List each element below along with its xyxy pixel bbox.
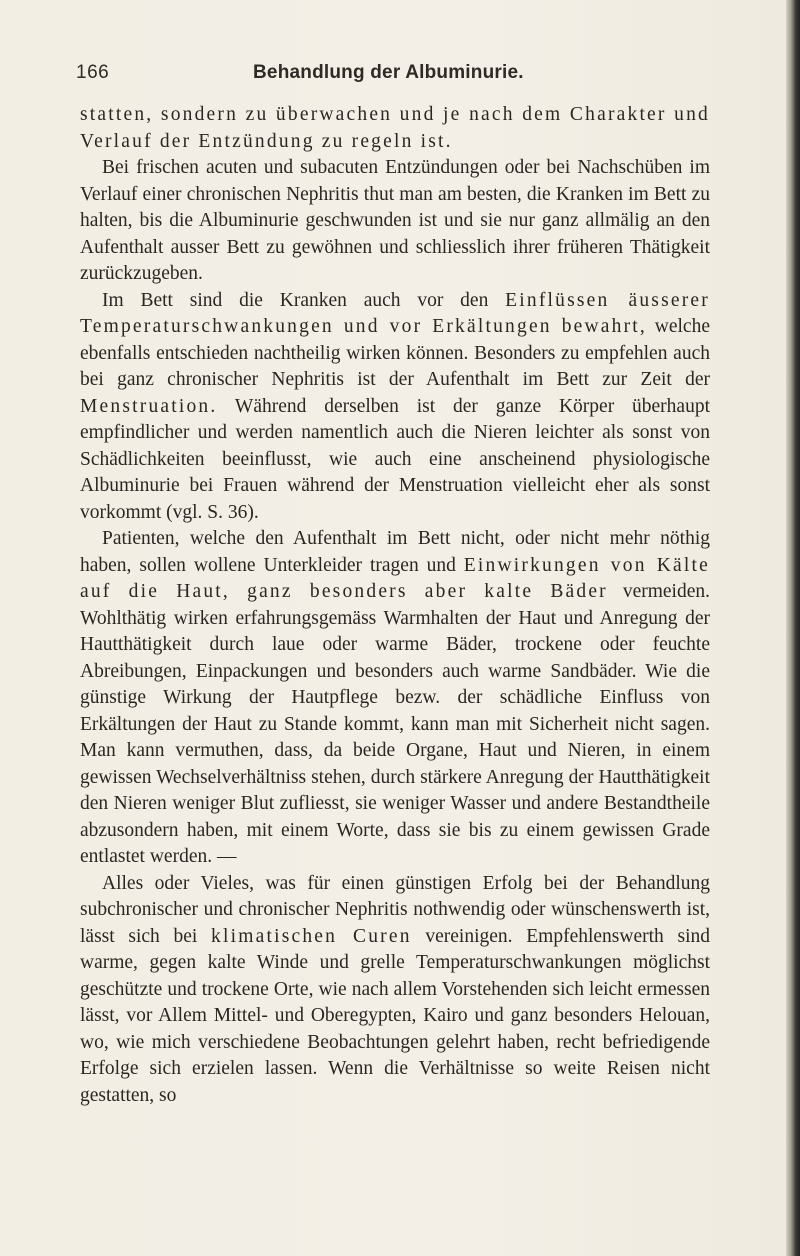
text-segment: vermeiden. Wohlthätig wirken erfahrungsgemäss Warmhalten der Haut und Anregung der Hautthätigkeit durch laue oder warme Bäder, trockene oder feuchte Abreibungen, Einpackungen und besonders auch warme Sandbäder. Wie die günstige Wirkung der Hautpflege bezw. der schädliche Einfluss von Erkältungen der Haut zu Stande kommt, kann man mit Sicherheit nicht sagen. Man kann vermuthen, dass, da beide Organe, Haut und Nieren, in einem gewissen Wechselverhältniss stehen, durch stärkere Anregung der Hautthätigkeit den Nieren weniger Blut zufliesst, sie weniger Wasser und andere Bestandtheile abzusondern haben, mit einem Worte, dass sie bis zu einem gewissen Grade entlastet werden. — xyxy=(80,581,710,867)
body-text xyxy=(80,102,710,1109)
page-number: 166 xyxy=(76,62,110,83)
text-segment: Patienten, welche den Aufenthalt im Bett nicht, oder nicht mehr nöthig haben, sollen wollene Unterkleider tragen und xyxy=(80,528,710,576)
running-header xyxy=(0,62,800,92)
paragraph xyxy=(80,288,710,527)
text-segment: Im Bett sind die Kranken auch vor den xyxy=(102,289,506,311)
emphasized-text: Einwirkungen von Kälte auf die Haut, ganz besonders aber kalte Bäder xyxy=(80,554,710,602)
emphasized-text: Einflüssen äusserer Temperaturschwankungen und vor Erkältungen bewahrt, xyxy=(80,289,710,337)
page-edge-shadow xyxy=(786,0,800,1256)
emphasized-text: Menstruation. xyxy=(80,395,218,417)
text-segment: Alles oder Vieles, was für einen günstigen Erfolg bei der Behandlung subchronischer und chronischer Nephritis nothwendig oder wünschenswerth ist, lässt sich bei xyxy=(80,872,710,947)
running-title: Behandlung der Albuminurie. xyxy=(253,62,524,83)
paragraph-continuation xyxy=(80,102,710,155)
paragraph xyxy=(80,155,710,288)
text-segment: Bei frischen acuten und subacuten Entzündungen oder bei Nachschüben im Verlauf einer chronischen Nephritis thut man am besten, die Kranken im Bett zu halten, bis die Albuminurie geschwunden ist und sie nur ganz allmälig an den Aufenthalt ausser Bett zu gewöhnen und schliesslich ihrer früheren Thätigkeit zurückzugeben. xyxy=(80,157,710,284)
emphasized-text: klimatischen Curen xyxy=(211,925,412,947)
paragraph xyxy=(80,526,710,871)
text-segment: statten, sondern zu überwachen und je nach dem Charakter und Verlauf der Entzündung zu regeln ist. xyxy=(80,104,710,152)
text-segment: welche ebenfalls entschieden nachtheilig wirken können. Besonders zu empfehlen auch bei ganz chronischer Nephritis ist der Aufenthalt im Bett zur Zeit der xyxy=(80,316,710,390)
paragraph xyxy=(80,871,710,1110)
text-segment: vereinigen. Empfehlenswerth sind warme, gegen kalte Winde und grelle Temperaturschwankungen möglichst geschützte und trockene Orte, wie nach allem Vorstehenden sich leicht ermessen lässt, vor Allem Mittel- und Oberegypten, Kairo und ganz besonders Helouan, wo, wie mich verschiedene Beobachtungen gelehrt haben, recht befriedigende Erfolge sich erzielen lassen. Wenn die Verhältnisse so weite Reisen nicht gestatten, so xyxy=(80,925,710,1106)
text-segment: Während derselben ist der ganze Körper überhaupt empfindlicher und werden namentlich auch die Nieren leichter als sonst von Schädlichkeiten beeinflusst, wie auch eine anscheinend physiologische Albuminurie bei Frauen während der Menstruation vielleicht eher als sonst vorkommt (vgl. S. 36). xyxy=(80,395,710,523)
